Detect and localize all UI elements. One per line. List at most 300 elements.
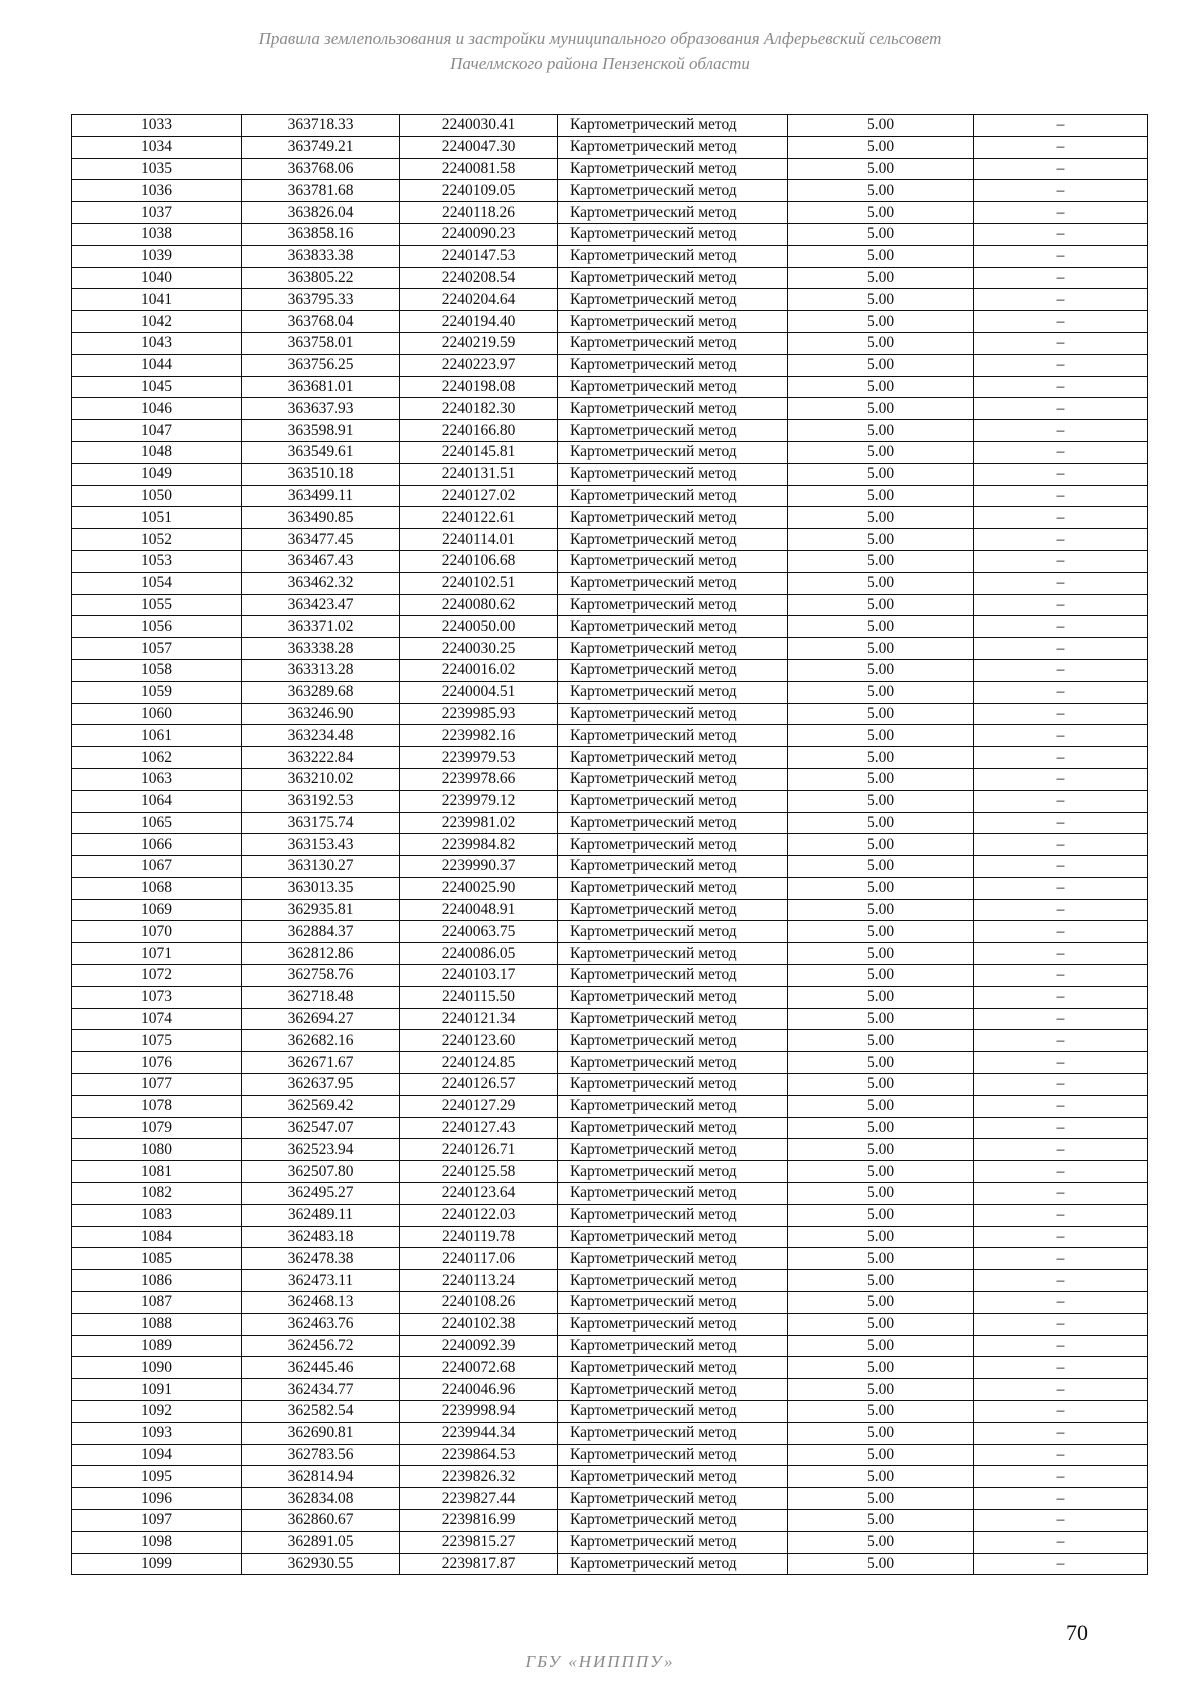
point-number-cell: 1093 bbox=[72, 1422, 242, 1444]
accuracy-cell: 5.00 bbox=[788, 420, 974, 442]
y-coordinate-cell: 2240092.39 bbox=[400, 1335, 558, 1357]
table-row bbox=[72, 856, 1148, 878]
x-coordinate-cell: 363637.93 bbox=[242, 398, 400, 420]
accuracy-cell: 5.00 bbox=[788, 768, 974, 790]
y-coordinate-cell: 2239979.53 bbox=[400, 747, 558, 769]
y-coordinate-cell: 2240121.34 bbox=[400, 1008, 558, 1030]
table-row bbox=[72, 1204, 1148, 1226]
method-cell: Картометрический метод bbox=[558, 1183, 788, 1205]
description-cell: – bbox=[974, 1335, 1148, 1357]
accuracy-cell: 5.00 bbox=[788, 223, 974, 245]
table-row bbox=[72, 267, 1148, 289]
table-row bbox=[72, 1008, 1148, 1030]
table-row bbox=[72, 594, 1148, 616]
method-cell: Картометрический метод bbox=[558, 877, 788, 899]
accuracy-cell: 5.00 bbox=[788, 485, 974, 507]
description-cell: – bbox=[974, 703, 1148, 725]
y-coordinate-cell: 2239978.66 bbox=[400, 768, 558, 790]
table-row bbox=[72, 1379, 1148, 1401]
accuracy-cell: 5.00 bbox=[788, 790, 974, 812]
description-cell: – bbox=[974, 681, 1148, 703]
y-coordinate-cell: 2240115.50 bbox=[400, 986, 558, 1008]
x-coordinate-cell: 363222.84 bbox=[242, 747, 400, 769]
method-cell: Картометрический метод bbox=[558, 725, 788, 747]
accuracy-cell: 5.00 bbox=[788, 1379, 974, 1401]
description-cell: – bbox=[974, 115, 1148, 137]
accuracy-cell: 5.00 bbox=[788, 747, 974, 769]
table-row bbox=[72, 1466, 1148, 1488]
description-cell: – bbox=[974, 1139, 1148, 1161]
table-row bbox=[72, 158, 1148, 180]
description-cell: – bbox=[974, 1270, 1148, 1292]
x-coordinate-cell: 362473.11 bbox=[242, 1270, 400, 1292]
table-row bbox=[72, 485, 1148, 507]
point-number-cell: 1097 bbox=[72, 1510, 242, 1532]
description-cell: – bbox=[974, 616, 1148, 638]
x-coordinate-cell: 363510.18 bbox=[242, 463, 400, 485]
x-coordinate-cell: 363246.90 bbox=[242, 703, 400, 725]
accuracy-cell: 5.00 bbox=[788, 638, 974, 660]
table-row bbox=[72, 638, 1148, 660]
method-cell: Картометрический метод bbox=[558, 1248, 788, 1270]
description-cell: – bbox=[974, 463, 1148, 485]
method-cell: Картометрический метод bbox=[558, 572, 788, 594]
description-cell: – bbox=[974, 1510, 1148, 1532]
y-coordinate-cell: 2239981.02 bbox=[400, 812, 558, 834]
description-cell: – bbox=[974, 136, 1148, 158]
description-cell: – bbox=[974, 1357, 1148, 1379]
y-coordinate-cell: 2240063.75 bbox=[400, 921, 558, 943]
description-cell: – bbox=[974, 158, 1148, 180]
description-cell: – bbox=[974, 638, 1148, 660]
point-number-cell: 1086 bbox=[72, 1270, 242, 1292]
y-coordinate-cell: 2240030.41 bbox=[400, 115, 558, 137]
x-coordinate-cell: 363462.32 bbox=[242, 572, 400, 594]
method-cell: Картометрический метод bbox=[558, 638, 788, 660]
accuracy-cell: 5.00 bbox=[788, 463, 974, 485]
point-number-cell: 1066 bbox=[72, 834, 242, 856]
accuracy-cell: 5.00 bbox=[788, 158, 974, 180]
x-coordinate-cell: 363833.38 bbox=[242, 245, 400, 267]
accuracy-cell: 5.00 bbox=[788, 1204, 974, 1226]
point-number-cell: 1047 bbox=[72, 420, 242, 442]
point-number-cell: 1078 bbox=[72, 1095, 242, 1117]
point-number-cell: 1088 bbox=[72, 1313, 242, 1335]
table-row bbox=[72, 616, 1148, 638]
table-row bbox=[72, 1553, 1148, 1575]
y-coordinate-cell: 2240081.58 bbox=[400, 158, 558, 180]
description-cell: – bbox=[974, 1074, 1148, 1096]
point-number-cell: 1067 bbox=[72, 856, 242, 878]
point-number-cell: 1033 bbox=[72, 115, 242, 137]
method-cell: Картометрический метод bbox=[558, 223, 788, 245]
description-cell: – bbox=[974, 1553, 1148, 1575]
method-cell: Картометрический метод bbox=[558, 790, 788, 812]
accuracy-cell: 5.00 bbox=[788, 1531, 974, 1553]
method-cell: Картометрический метод bbox=[558, 420, 788, 442]
accuracy-cell: 5.00 bbox=[788, 725, 974, 747]
accuracy-cell: 5.00 bbox=[788, 1008, 974, 1030]
accuracy-cell: 5.00 bbox=[788, 136, 974, 158]
method-cell: Картометрический метод bbox=[558, 812, 788, 834]
method-cell: Картометрический метод bbox=[558, 507, 788, 529]
y-coordinate-cell: 2240208.54 bbox=[400, 267, 558, 289]
point-number-cell: 1076 bbox=[72, 1052, 242, 1074]
x-coordinate-cell: 363826.04 bbox=[242, 202, 400, 224]
accuracy-cell: 5.00 bbox=[788, 1510, 974, 1532]
y-coordinate-cell: 2240086.05 bbox=[400, 943, 558, 965]
description-cell: – bbox=[974, 223, 1148, 245]
y-coordinate-cell: 2239826.32 bbox=[400, 1466, 558, 1488]
description-cell: – bbox=[974, 986, 1148, 1008]
description-cell: – bbox=[974, 1030, 1148, 1052]
accuracy-cell: 5.00 bbox=[788, 1313, 974, 1335]
point-number-cell: 1080 bbox=[72, 1139, 242, 1161]
point-number-cell: 1037 bbox=[72, 202, 242, 224]
x-coordinate-cell: 363477.45 bbox=[242, 529, 400, 551]
accuracy-cell: 5.00 bbox=[788, 441, 974, 463]
method-cell: Картометрический метод bbox=[558, 943, 788, 965]
table-row bbox=[72, 354, 1148, 376]
accuracy-cell: 5.00 bbox=[788, 1444, 974, 1466]
description-cell: – bbox=[974, 550, 1148, 572]
point-number-cell: 1094 bbox=[72, 1444, 242, 1466]
method-cell: Картометрический метод bbox=[558, 158, 788, 180]
x-coordinate-cell: 362463.76 bbox=[242, 1313, 400, 1335]
method-cell: Картометрический метод bbox=[558, 1422, 788, 1444]
accuracy-cell: 5.00 bbox=[788, 1052, 974, 1074]
method-cell: Картометрический метод bbox=[558, 1444, 788, 1466]
table-row bbox=[72, 223, 1148, 245]
accuracy-cell: 5.00 bbox=[788, 921, 974, 943]
table-row bbox=[72, 790, 1148, 812]
description-cell: – bbox=[974, 725, 1148, 747]
x-coordinate-cell: 363681.01 bbox=[242, 376, 400, 398]
page-number: 70 bbox=[1066, 1620, 1088, 1645]
x-coordinate-cell: 362834.08 bbox=[242, 1488, 400, 1510]
point-number-cell: 1085 bbox=[72, 1248, 242, 1270]
table-row bbox=[72, 899, 1148, 921]
table-row bbox=[72, 1313, 1148, 1335]
x-coordinate-cell: 362690.81 bbox=[242, 1422, 400, 1444]
point-number-cell: 1056 bbox=[72, 616, 242, 638]
y-coordinate-cell: 2240106.68 bbox=[400, 550, 558, 572]
point-number-cell: 1062 bbox=[72, 747, 242, 769]
table-row bbox=[72, 921, 1148, 943]
description-cell: – bbox=[974, 398, 1148, 420]
y-coordinate-cell: 2239982.16 bbox=[400, 725, 558, 747]
method-cell: Картометрический метод bbox=[558, 747, 788, 769]
y-coordinate-cell: 2240118.26 bbox=[400, 202, 558, 224]
point-number-cell: 1092 bbox=[72, 1401, 242, 1423]
header-line-1: Правила землепользования и застройки муниципального образования Алферьевский сельсовет bbox=[258, 29, 942, 48]
point-number-cell: 1082 bbox=[72, 1183, 242, 1205]
table-row bbox=[72, 1139, 1148, 1161]
accuracy-cell: 5.00 bbox=[788, 1335, 974, 1357]
table-row bbox=[72, 289, 1148, 311]
accuracy-cell: 5.00 bbox=[788, 1488, 974, 1510]
y-coordinate-cell: 2240124.85 bbox=[400, 1052, 558, 1074]
accuracy-cell: 5.00 bbox=[788, 529, 974, 551]
method-cell: Картометрический метод bbox=[558, 681, 788, 703]
accuracy-cell: 5.00 bbox=[788, 703, 974, 725]
table-row bbox=[72, 1335, 1148, 1357]
x-coordinate-cell: 363289.68 bbox=[242, 681, 400, 703]
point-number-cell: 1081 bbox=[72, 1161, 242, 1183]
table-row bbox=[72, 1270, 1148, 1292]
coordinates-table bbox=[71, 114, 1148, 1575]
x-coordinate-cell: 362891.05 bbox=[242, 1531, 400, 1553]
method-cell: Картометрический метод bbox=[558, 1531, 788, 1553]
description-cell: – bbox=[974, 311, 1148, 333]
description-cell: – bbox=[974, 245, 1148, 267]
y-coordinate-cell: 2240204.64 bbox=[400, 289, 558, 311]
table-row bbox=[72, 441, 1148, 463]
x-coordinate-cell: 363758.01 bbox=[242, 332, 400, 354]
point-number-cell: 1084 bbox=[72, 1226, 242, 1248]
method-cell: Картометрический метод bbox=[558, 986, 788, 1008]
point-number-cell: 1058 bbox=[72, 659, 242, 681]
point-number-cell: 1034 bbox=[72, 136, 242, 158]
y-coordinate-cell: 2240117.06 bbox=[400, 1248, 558, 1270]
y-coordinate-cell: 2240125.58 bbox=[400, 1161, 558, 1183]
table-row bbox=[72, 725, 1148, 747]
accuracy-cell: 5.00 bbox=[788, 877, 974, 899]
method-cell: Картометрический метод bbox=[558, 1335, 788, 1357]
table-row bbox=[72, 550, 1148, 572]
description-cell: – bbox=[974, 507, 1148, 529]
point-number-cell: 1051 bbox=[72, 507, 242, 529]
table-row bbox=[72, 311, 1148, 333]
accuracy-cell: 5.00 bbox=[788, 1226, 974, 1248]
accuracy-cell: 5.00 bbox=[788, 965, 974, 987]
description-cell: – bbox=[974, 289, 1148, 311]
x-coordinate-cell: 362569.42 bbox=[242, 1095, 400, 1117]
table-row bbox=[72, 507, 1148, 529]
accuracy-cell: 5.00 bbox=[788, 659, 974, 681]
accuracy-cell: 5.00 bbox=[788, 202, 974, 224]
x-coordinate-cell: 363175.74 bbox=[242, 812, 400, 834]
description-cell: – bbox=[974, 180, 1148, 202]
table-row bbox=[72, 463, 1148, 485]
description-cell: – bbox=[974, 1226, 1148, 1248]
point-number-cell: 1074 bbox=[72, 1008, 242, 1030]
y-coordinate-cell: 2240030.25 bbox=[400, 638, 558, 660]
x-coordinate-cell: 362489.11 bbox=[242, 1204, 400, 1226]
accuracy-cell: 5.00 bbox=[788, 1161, 974, 1183]
table-row bbox=[72, 1401, 1148, 1423]
point-number-cell: 1068 bbox=[72, 877, 242, 899]
table-row bbox=[72, 1292, 1148, 1314]
method-cell: Картометрический метод bbox=[558, 1226, 788, 1248]
y-coordinate-cell: 2240127.43 bbox=[400, 1117, 558, 1139]
method-cell: Картометрический метод bbox=[558, 1553, 788, 1575]
page-header bbox=[0, 26, 1200, 76]
x-coordinate-cell: 363549.61 bbox=[242, 441, 400, 463]
accuracy-cell: 5.00 bbox=[788, 986, 974, 1008]
x-coordinate-cell: 363768.04 bbox=[242, 311, 400, 333]
accuracy-cell: 5.00 bbox=[788, 1357, 974, 1379]
y-coordinate-cell: 2240194.40 bbox=[400, 311, 558, 333]
x-coordinate-cell: 363371.02 bbox=[242, 616, 400, 638]
table-row bbox=[72, 1488, 1148, 1510]
y-coordinate-cell: 2240145.81 bbox=[400, 441, 558, 463]
description-cell: – bbox=[974, 594, 1148, 616]
x-coordinate-cell: 362478.38 bbox=[242, 1248, 400, 1270]
method-cell: Картометрический метод bbox=[558, 1510, 788, 1532]
table-row bbox=[72, 965, 1148, 987]
table-row bbox=[72, 768, 1148, 790]
x-coordinate-cell: 363153.43 bbox=[242, 834, 400, 856]
x-coordinate-cell: 363338.28 bbox=[242, 638, 400, 660]
x-coordinate-cell: 362758.76 bbox=[242, 965, 400, 987]
table-row bbox=[72, 703, 1148, 725]
point-number-cell: 1061 bbox=[72, 725, 242, 747]
point-number-cell: 1035 bbox=[72, 158, 242, 180]
description-cell: – bbox=[974, 529, 1148, 551]
y-coordinate-cell: 2239990.37 bbox=[400, 856, 558, 878]
method-cell: Картометрический метод bbox=[558, 1030, 788, 1052]
accuracy-cell: 5.00 bbox=[788, 289, 974, 311]
point-number-cell: 1098 bbox=[72, 1531, 242, 1553]
method-cell: Картометрический метод bbox=[558, 311, 788, 333]
table-row bbox=[72, 1183, 1148, 1205]
x-coordinate-cell: 363490.85 bbox=[242, 507, 400, 529]
description-cell: – bbox=[974, 1052, 1148, 1074]
y-coordinate-cell: 2240103.17 bbox=[400, 965, 558, 987]
point-number-cell: 1089 bbox=[72, 1335, 242, 1357]
x-coordinate-cell: 363795.33 bbox=[242, 289, 400, 311]
accuracy-cell: 5.00 bbox=[788, 1139, 974, 1161]
x-coordinate-cell: 362682.16 bbox=[242, 1030, 400, 1052]
x-coordinate-cell: 362483.18 bbox=[242, 1226, 400, 1248]
table-row bbox=[72, 1030, 1148, 1052]
point-number-cell: 1043 bbox=[72, 332, 242, 354]
x-coordinate-cell: 362884.37 bbox=[242, 921, 400, 943]
description-cell: – bbox=[974, 790, 1148, 812]
table-row bbox=[72, 529, 1148, 551]
point-number-cell: 1079 bbox=[72, 1117, 242, 1139]
y-coordinate-cell: 2240050.00 bbox=[400, 616, 558, 638]
x-coordinate-cell: 363210.02 bbox=[242, 768, 400, 790]
table-row bbox=[72, 115, 1148, 137]
x-coordinate-cell: 363858.16 bbox=[242, 223, 400, 245]
point-number-cell: 1091 bbox=[72, 1379, 242, 1401]
accuracy-cell: 5.00 bbox=[788, 834, 974, 856]
table-row bbox=[72, 332, 1148, 354]
accuracy-cell: 5.00 bbox=[788, 1466, 974, 1488]
description-cell: – bbox=[974, 1161, 1148, 1183]
accuracy-cell: 5.00 bbox=[788, 856, 974, 878]
description-cell: – bbox=[974, 768, 1148, 790]
accuracy-cell: 5.00 bbox=[788, 1117, 974, 1139]
x-coordinate-cell: 362468.13 bbox=[242, 1292, 400, 1314]
point-number-cell: 1069 bbox=[72, 899, 242, 921]
description-cell: – bbox=[974, 1183, 1148, 1205]
x-coordinate-cell: 362718.48 bbox=[242, 986, 400, 1008]
method-cell: Картометрический метод bbox=[558, 376, 788, 398]
method-cell: Картометрический метод bbox=[558, 332, 788, 354]
x-coordinate-cell: 363313.28 bbox=[242, 659, 400, 681]
description-cell: – bbox=[974, 332, 1148, 354]
x-coordinate-cell: 363749.21 bbox=[242, 136, 400, 158]
method-cell: Картометрический метод bbox=[558, 1292, 788, 1314]
accuracy-cell: 5.00 bbox=[788, 550, 974, 572]
point-number-cell: 1057 bbox=[72, 638, 242, 660]
point-number-cell: 1041 bbox=[72, 289, 242, 311]
y-coordinate-cell: 2239827.44 bbox=[400, 1488, 558, 1510]
page-footer: ГБУ «НИПППУ» bbox=[525, 1652, 675, 1671]
description-cell: – bbox=[974, 376, 1148, 398]
method-cell: Картометрический метод bbox=[558, 965, 788, 987]
y-coordinate-cell: 2240123.60 bbox=[400, 1030, 558, 1052]
y-coordinate-cell: 2240122.61 bbox=[400, 507, 558, 529]
y-coordinate-cell: 2240122.03 bbox=[400, 1204, 558, 1226]
accuracy-cell: 5.00 bbox=[788, 332, 974, 354]
point-number-cell: 1073 bbox=[72, 986, 242, 1008]
y-coordinate-cell: 2240166.80 bbox=[400, 420, 558, 442]
table-row bbox=[72, 1226, 1148, 1248]
point-number-cell: 1065 bbox=[72, 812, 242, 834]
method-cell: Картометрический метод bbox=[558, 354, 788, 376]
accuracy-cell: 5.00 bbox=[788, 681, 974, 703]
description-cell: – bbox=[974, 965, 1148, 987]
method-cell: Картометрический метод bbox=[558, 485, 788, 507]
y-coordinate-cell: 2240182.30 bbox=[400, 398, 558, 420]
x-coordinate-cell: 363768.06 bbox=[242, 158, 400, 180]
x-coordinate-cell: 362812.86 bbox=[242, 943, 400, 965]
x-coordinate-cell: 362434.77 bbox=[242, 1379, 400, 1401]
y-coordinate-cell: 2239815.27 bbox=[400, 1531, 558, 1553]
method-cell: Картометрический метод bbox=[558, 899, 788, 921]
method-cell: Картометрический метод bbox=[558, 1379, 788, 1401]
description-cell: – bbox=[974, 354, 1148, 376]
accuracy-cell: 5.00 bbox=[788, 1401, 974, 1423]
accuracy-cell: 5.00 bbox=[788, 616, 974, 638]
point-number-cell: 1071 bbox=[72, 943, 242, 965]
accuracy-cell: 5.00 bbox=[788, 267, 974, 289]
description-cell: – bbox=[974, 812, 1148, 834]
method-cell: Картометрический метод bbox=[558, 180, 788, 202]
method-cell: Картометрический метод bbox=[558, 289, 788, 311]
description-cell: – bbox=[974, 202, 1148, 224]
accuracy-cell: 5.00 bbox=[788, 812, 974, 834]
y-coordinate-cell: 2240126.57 bbox=[400, 1074, 558, 1096]
x-coordinate-cell: 363718.33 bbox=[242, 115, 400, 137]
y-coordinate-cell: 2240126.71 bbox=[400, 1139, 558, 1161]
y-coordinate-cell: 2240123.64 bbox=[400, 1183, 558, 1205]
description-cell: – bbox=[974, 441, 1148, 463]
accuracy-cell: 5.00 bbox=[788, 572, 974, 594]
y-coordinate-cell: 2240127.02 bbox=[400, 485, 558, 507]
table-row bbox=[72, 1531, 1148, 1553]
accuracy-cell: 5.00 bbox=[788, 1248, 974, 1270]
accuracy-cell: 5.00 bbox=[788, 1553, 974, 1575]
x-coordinate-cell: 362547.07 bbox=[242, 1117, 400, 1139]
y-coordinate-cell: 2240127.29 bbox=[400, 1095, 558, 1117]
point-number-cell: 1075 bbox=[72, 1030, 242, 1052]
x-coordinate-cell: 363781.68 bbox=[242, 180, 400, 202]
point-number-cell: 1036 bbox=[72, 180, 242, 202]
table-row bbox=[72, 1074, 1148, 1096]
y-coordinate-cell: 2240072.68 bbox=[400, 1357, 558, 1379]
y-coordinate-cell: 2239979.12 bbox=[400, 790, 558, 812]
x-coordinate-cell: 362935.81 bbox=[242, 899, 400, 921]
x-coordinate-cell: 363234.48 bbox=[242, 725, 400, 747]
point-number-cell: 1050 bbox=[72, 485, 242, 507]
y-coordinate-cell: 2240004.51 bbox=[400, 681, 558, 703]
point-number-cell: 1070 bbox=[72, 921, 242, 943]
